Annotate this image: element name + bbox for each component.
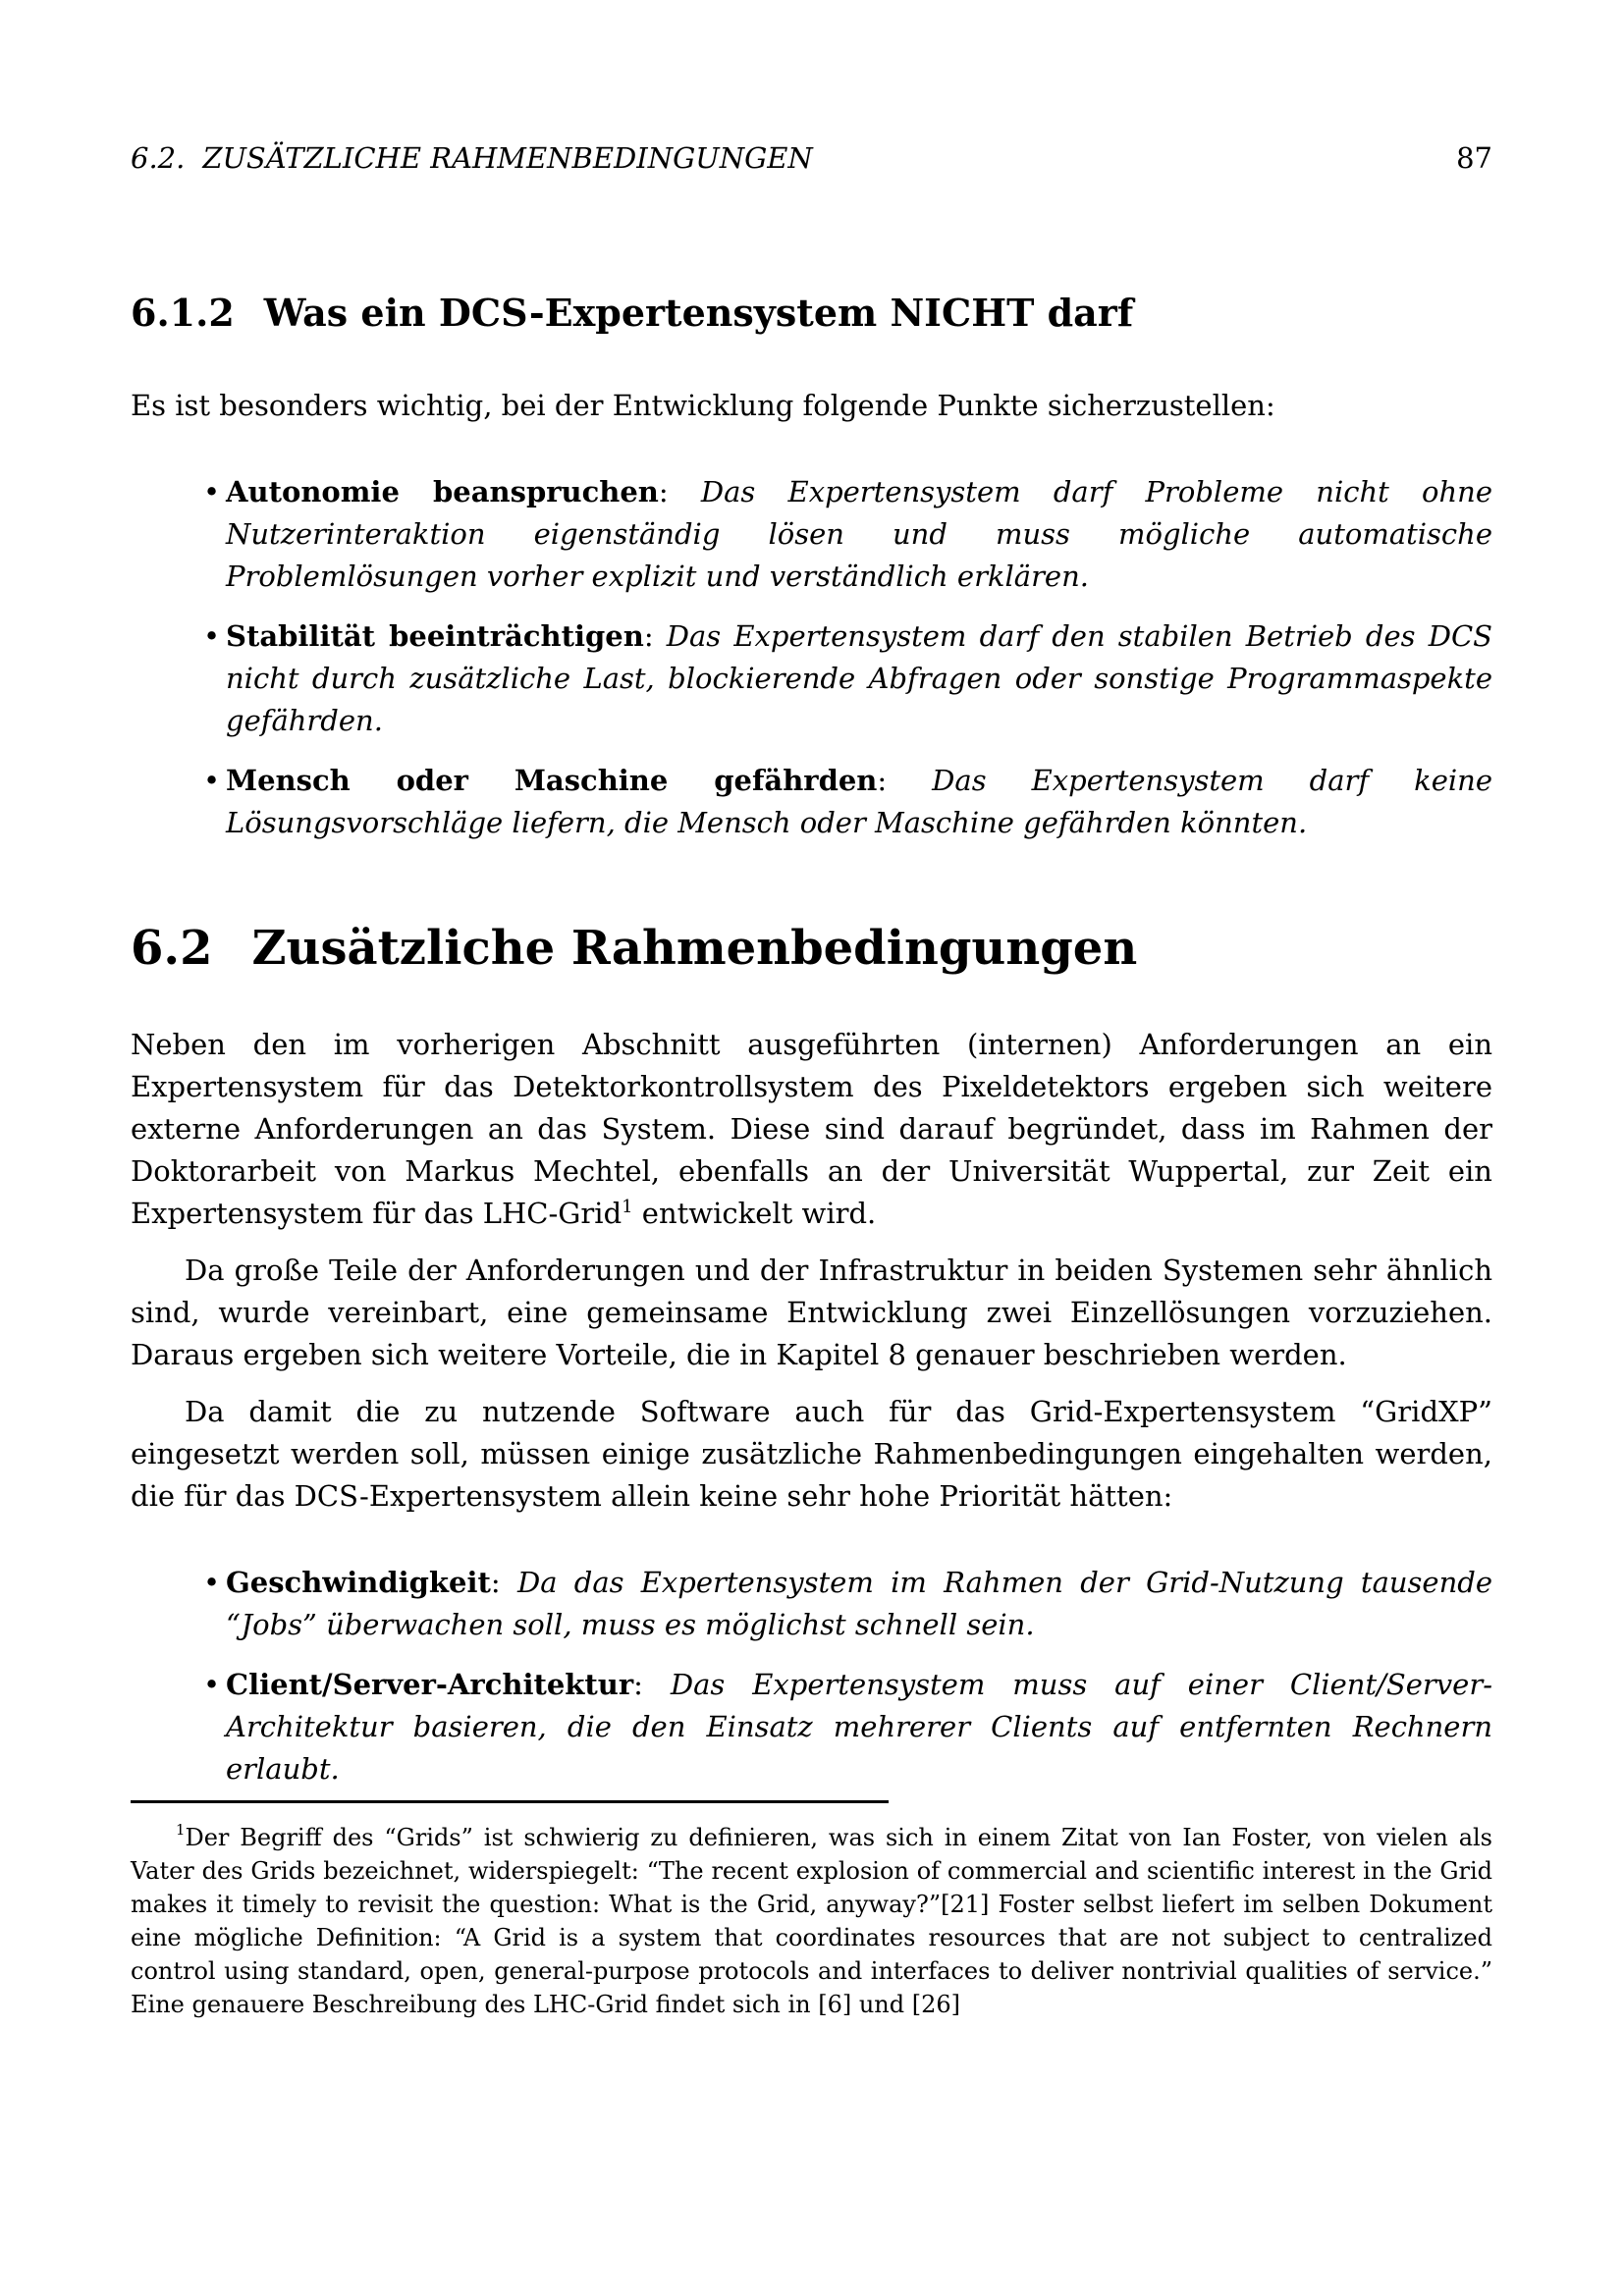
item-separator: : (877, 764, 933, 797)
paragraph-text: Neben den im vorherigen Abschnitt ausgeführten (internen) Anforderungen an ein Expertensystem für das Detektorkontrollsystem des Pixeldetektors ergeben sich weitere externe Anforderungen an das System. Diese sind darauf begründet, dass im Rahmen der Doktorarbeit von Markus Mechtel, ebenfalls an der Universität Wuppertal, zur Zeit ein Expertensystem für das LHC-Grid (131, 1028, 1492, 1230)
list-item (131, 1562, 1492, 1646)
item-label: Autonomie beanspruchen (226, 475, 659, 508)
item-label: Mensch oder Maschine gefährden (226, 764, 878, 797)
subsection-heading (131, 291, 1492, 336)
paragraph-text: entwickelt wird. (632, 1197, 877, 1230)
section-title: Zusätzliche Rahmenbedingungen (251, 921, 1138, 976)
footnote-rule (131, 1800, 889, 1803)
footnote (131, 1821, 1492, 2021)
item-separator: : (643, 619, 667, 653)
page-content (131, 137, 1492, 2045)
running-head-title (131, 137, 813, 180)
running-head-text: ZUSÄTZLICHE RAHMENBEDINGUNGEN (202, 141, 813, 175)
page-number: 87 (1456, 141, 1492, 175)
requirements-list (131, 1562, 1492, 1790)
footnote-text: Der Begriff des “Grids” ist schwierig zu definieren, was sich in einem Zitat von Ian Foster, von vielen als Vater des Grids bezeichnet, widerspiegelt: “The recent explosion of commercial and scientific interest in the Grid makes it timely to revisit the question: What is the Grid, anyway?”[21] Foster selbst liefert im selben Dokument eine mögliche Definition: “A Grid is a system that coordinates resources that are not subject to centralized control using standard, open, general-purpose protocols and interfaces to deliver nontrivial qualities of service.” Eine genauere Beschreibung des LHC-Grid findet sich in [6] und [26] (131, 1824, 1492, 2018)
item-separator: : (633, 1668, 671, 1701)
subsection-number: 6.1.2 (131, 291, 235, 335)
running-head (131, 137, 1492, 180)
footnote-marker: 1 (176, 1821, 186, 1839)
bullet-icon: • (203, 619, 221, 653)
item-separator: : (658, 475, 701, 508)
dont-list (131, 471, 1492, 844)
subsection-title: Was ein DCS-Expertensystem NICHT darf (263, 291, 1134, 335)
item-text: Das Expertensystem darf Probleme nicht ohne Nutzerinteraktion eigenständig lösen und muss mögliche automatische Problemlösungen vorher explizit und verständlich erklären. (226, 475, 1492, 593)
item-label: Geschwindigkeit (226, 1566, 491, 1599)
footnote-reference: 1 (622, 1197, 633, 1217)
item-label: Client/Server-Architektur (226, 1668, 634, 1701)
section-number: 6.2 (131, 921, 213, 976)
item-text: Da das Expertensystem im Rahmen der Grid-Nutzung tausende “Jobs” überwachen soll, muss es möglichst schnell sein. (226, 1566, 1492, 1641)
list-item (131, 471, 1492, 598)
running-head-number: 6.2. (131, 141, 186, 175)
body-paragraph-1 (131, 1024, 1492, 1235)
bullet-icon: • (203, 1668, 221, 1701)
body-paragraph-3: Da damit die zu nutzende Software auch für das Grid-Expertensystem “GridXP” eingesetzt werden soll, müssen einige zusätzliche Rahmenbedingungen eingehalten werden, die für das DCS-Expertensystem allein keine sehr hohe Priorität hätten: (131, 1395, 1492, 1513)
list-item (131, 615, 1492, 742)
item-label: Stabilität beeinträchtigen (226, 619, 644, 653)
bullet-icon: • (203, 475, 221, 508)
bullet-icon: • (203, 764, 221, 797)
list-item (131, 760, 1492, 844)
section-heading (131, 920, 1492, 977)
item-text: Das Expertensystem muss auf einer Client/Server-Architektur basieren, die den Einsatz mehrerer Clients auf entfernten Rechnern erlaubt. (226, 1668, 1492, 1786)
bullet-icon: • (203, 1566, 221, 1599)
list-item (131, 1664, 1492, 1790)
item-separator: : (490, 1566, 517, 1599)
intro-paragraph: Es ist besonders wichtig, bei der Entwicklung folgende Punkte sicherzustellen: (131, 389, 1275, 422)
item-text: Das Expertensystem darf den stabilen Betrieb des DCS nicht durch zusätzliche Last, blockierende Abfragen oder sonstige Programmaspekte gefährden. (226, 619, 1492, 737)
body-paragraph-2: Da große Teile der Anforderungen und der Infrastruktur in beiden Systemen sehr ähnlich sind, wurde vereinbart, eine gemeinsame Entwicklung zwei Einzellösungen vorzuziehen. Daraus ergeben sich weitere Vorteile, die in Kapitel 8 genauer beschrieben werden. (131, 1254, 1492, 1371)
item-text: Das Expertensystem darf keine Lösungsvorschläge liefern, die Mensch oder Maschine gefährden könnten. (226, 764, 1492, 839)
